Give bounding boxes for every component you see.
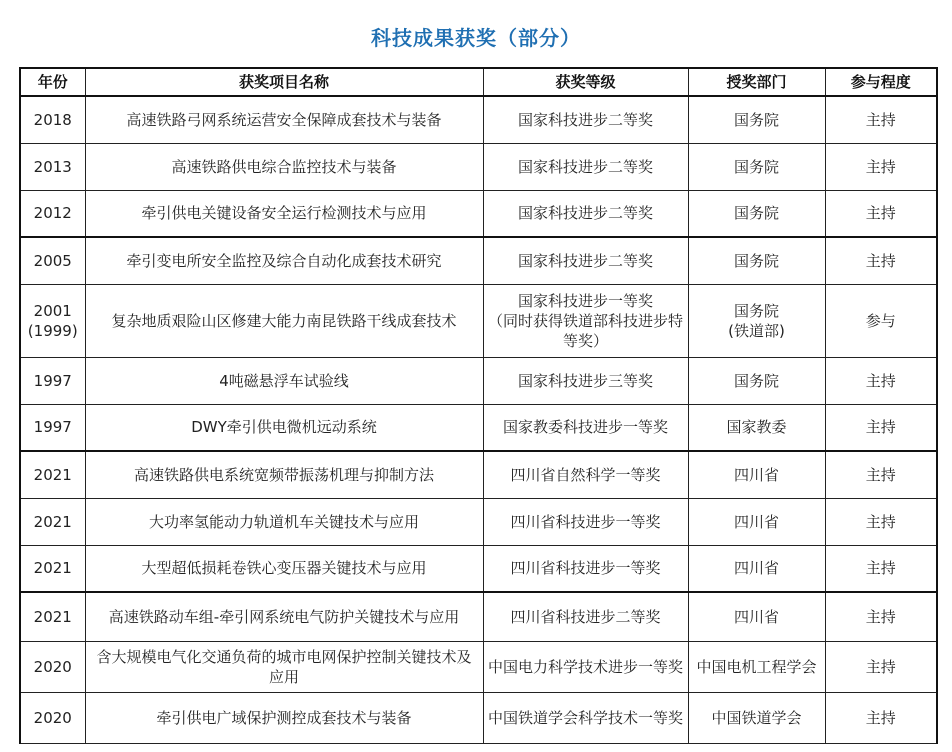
cell-department: 国务院	[688, 190, 825, 237]
cell-department: 国家教委	[688, 404, 825, 451]
cell-department: 国务院	[688, 357, 825, 404]
table-row	[20, 692, 937, 743]
cell-role: 主持	[825, 451, 937, 498]
cell-role: 主持	[825, 357, 937, 404]
cell-year: 2005	[20, 237, 85, 284]
cell-level: 四川省科技进步二等奖	[483, 592, 688, 641]
cell-level: 国家科技进步三等奖	[483, 357, 688, 404]
cell-project: 含大规模电气化交通负荷的城市电网保护控制关键技术及应用	[85, 641, 483, 692]
table-row	[20, 592, 937, 641]
cell-level: 国家科技进步二等奖	[483, 96, 688, 143]
cell-year: 2021	[20, 592, 85, 641]
cell-role: 主持	[825, 641, 937, 692]
cell-project: 大功率氢能动力轨道机车关键技术与应用	[85, 498, 483, 545]
table-header-row	[20, 68, 937, 96]
table-row	[20, 451, 937, 498]
cell-level: 国家科技进步二等奖	[483, 143, 688, 190]
cell-year: 2013	[20, 143, 85, 190]
column-header-project: 获奖项目名称	[85, 68, 483, 96]
cell-department: 国务院	[688, 143, 825, 190]
cell-year: 2021	[20, 451, 85, 498]
cell-project: DWY牵引供电微机远动系统	[85, 404, 483, 451]
column-header-level: 获奖等级	[483, 68, 688, 96]
cell-department: 国务院 (铁道部)	[688, 284, 825, 357]
table-row	[20, 498, 937, 545]
cell-level: 四川省科技进步一等奖	[483, 545, 688, 592]
cell-role: 主持	[825, 190, 937, 237]
cell-department: 国务院	[688, 237, 825, 284]
column-header-role: 参与程度	[825, 68, 937, 96]
cell-role: 主持	[825, 545, 937, 592]
cell-project: 大型超低损耗卷铁心变压器关键技术与应用	[85, 545, 483, 592]
table-row	[20, 545, 937, 592]
cell-year: 1997	[20, 357, 85, 404]
table-row	[20, 284, 937, 357]
cell-year: 2012	[20, 190, 85, 237]
cell-role: 参与	[825, 284, 937, 357]
cell-department: 四川省	[688, 545, 825, 592]
cell-project: 牵引供电广域保护测控成套技术与装备	[85, 692, 483, 743]
table-row	[20, 237, 937, 284]
cell-role: 主持	[825, 143, 937, 190]
cell-year: 2001 (1999)	[20, 284, 85, 357]
cell-level: 国家科技进步二等奖	[483, 190, 688, 237]
cell-year: 2020	[20, 692, 85, 743]
cell-year: 2018	[20, 96, 85, 143]
cell-year: 2021	[20, 498, 85, 545]
cell-department: 中国电机工程学会	[688, 641, 825, 692]
cell-project: 牵引供电关键设备安全运行检测技术与应用	[85, 190, 483, 237]
cell-department: 中国铁道学会	[688, 692, 825, 743]
cell-level: 四川省自然科学一等奖	[483, 451, 688, 498]
cell-year: 2021	[20, 545, 85, 592]
table-row	[20, 641, 937, 692]
cell-project: 高速铁路供电综合监控技术与装备	[85, 143, 483, 190]
cell-department: 国务院	[688, 96, 825, 143]
cell-level: 中国电力科学技术进步一等奖	[483, 641, 688, 692]
cell-year: 1997	[20, 404, 85, 451]
cell-role: 主持	[825, 498, 937, 545]
table-row	[20, 357, 937, 404]
column-header-department: 授奖部门	[688, 68, 825, 96]
cell-department: 四川省	[688, 592, 825, 641]
cell-role: 主持	[825, 404, 937, 451]
cell-level: 国家教委科技进步一等奖	[483, 404, 688, 451]
cell-project: 高速铁路供电系统宽频带振荡机理与抑制方法	[85, 451, 483, 498]
cell-role: 主持	[825, 592, 937, 641]
cell-department: 四川省	[688, 451, 825, 498]
page-title: 科技成果获奖（部分）	[371, 26, 581, 50]
cell-level: 四川省科技进步一等奖	[483, 498, 688, 545]
cell-role: 主持	[825, 692, 937, 743]
cell-project: 复杂地质艰险山区修建大能力南昆铁路干线成套技术	[85, 284, 483, 357]
table-row	[20, 143, 937, 190]
table-row	[20, 404, 937, 451]
cell-project: 高速铁路弓网系统运营安全保障成套技术与装备	[85, 96, 483, 143]
table-row	[20, 190, 937, 237]
cell-level: 国家科技进步一等奖 （同时获得铁道部科技进步特等奖）	[483, 284, 688, 357]
cell-level: 国家科技进步二等奖	[483, 237, 688, 284]
cell-year: 2020	[20, 641, 85, 692]
column-header-year: 年份	[20, 68, 85, 96]
cell-role: 主持	[825, 237, 937, 284]
cell-role: 主持	[825, 96, 937, 143]
awards-table	[19, 67, 938, 744]
cell-department: 四川省	[688, 498, 825, 545]
table-row	[20, 96, 937, 143]
cell-project: 牵引变电所安全监控及综合自动化成套技术研究	[85, 237, 483, 284]
table-body	[20, 96, 937, 743]
cell-project: 高速铁路动车组-牵引网系统电气防护关键技术与应用	[85, 592, 483, 641]
cell-project: 4吨磁悬浮车试验线	[85, 357, 483, 404]
cell-level: 中国铁道学会科学技术一等奖	[483, 692, 688, 743]
